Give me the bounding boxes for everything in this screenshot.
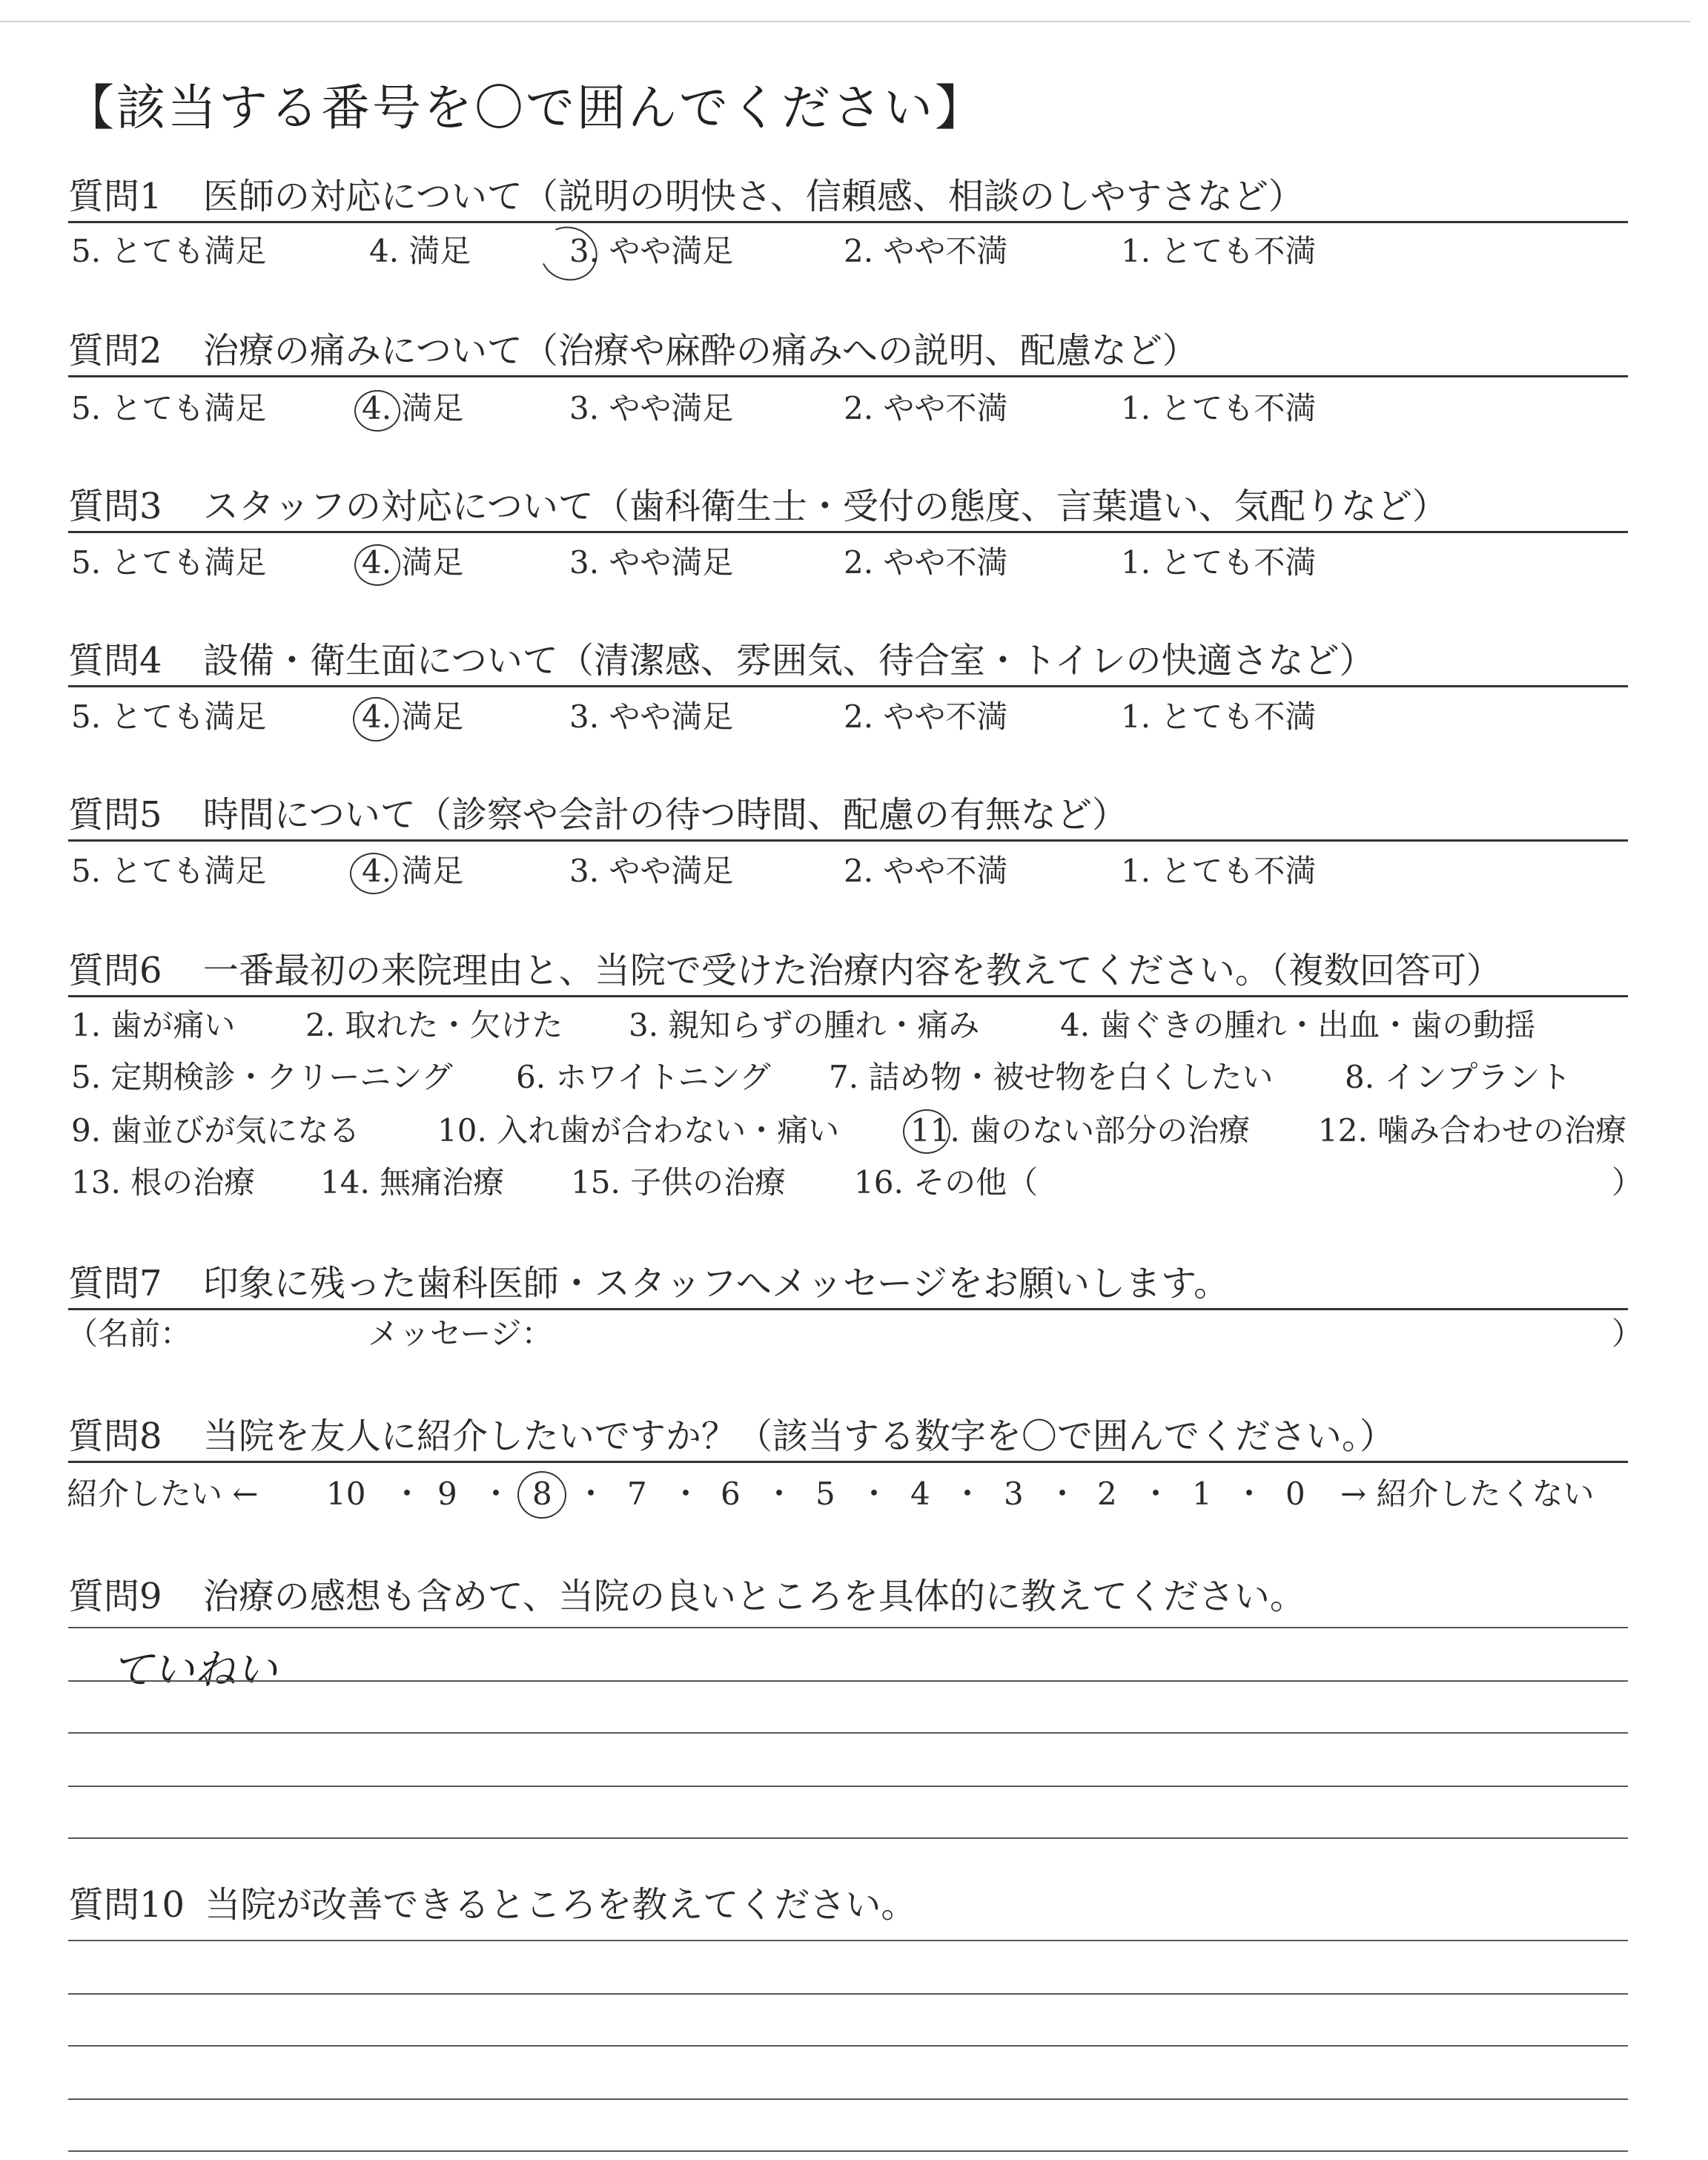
- question-8-text: 当院を友人に紹介したいですか？（該当する数字を〇で囲んでください。）: [202, 1416, 1395, 1457]
- question-2-text: 治療の痛みについて（治療や麻酔の痛みへの説明、配慮など）: [202, 330, 1198, 371]
- q3-option-4[interactable]: 4. 満足: [362, 544, 464, 581]
- q4-option-2[interactable]: 2. やや不満: [844, 698, 1008, 735]
- q2-option-3[interactable]: 3. やや満足: [569, 390, 734, 426]
- question-4-heading: [68, 636, 1628, 687]
- q6-option-6[interactable]: 6. ホワイトニング: [516, 1059, 771, 1095]
- question-10-heading: [68, 1880, 1628, 1929]
- q3-option-5[interactable]: 5. とても満足: [71, 544, 267, 581]
- q8-scale-8[interactable]: 8: [532, 1476, 552, 1512]
- question-7-label: 質問7: [68, 1263, 162, 1304]
- q8-scale-4[interactable]: 4: [910, 1476, 930, 1512]
- q4-option-5[interactable]: 5. とても満足: [71, 698, 267, 735]
- q6-option-16[interactable]: 16. その他（: [854, 1164, 1039, 1200]
- q9-answer-line: [68, 1627, 1628, 1628]
- question-5-heading: [68, 790, 1628, 842]
- q1-option-2[interactable]: 2. やや不満: [844, 233, 1008, 269]
- q3-option-1[interactable]: 1. とても不満: [1121, 544, 1317, 581]
- q3-selection-circle: [354, 544, 400, 586]
- q6-option-10[interactable]: 10. 入れ歯が合わない・痛い: [437, 1112, 840, 1149]
- q6-option-12[interactable]: 12. 噛み合わせの治療: [1318, 1112, 1627, 1149]
- q5-option-2[interactable]: 2. やや不満: [844, 853, 1008, 889]
- question-5-text: 時間について（診察や会計の待つ時間、配慮の有無など）: [202, 794, 1128, 836]
- q6-option-3[interactable]: 3. 親知らずの腫れ・痛み: [629, 1007, 980, 1043]
- question-7-heading: [68, 1259, 1628, 1310]
- q8-scale-7[interactable]: 7: [627, 1476, 647, 1512]
- q4-selection-circle: [353, 697, 399, 742]
- question-1-heading: [68, 172, 1628, 223]
- q6-option-2[interactable]: 2. 取れた・欠けた: [305, 1007, 563, 1043]
- q7-name-label: （名前：: [67, 1315, 192, 1352]
- q5-option-1[interactable]: 1. とても不満: [1121, 853, 1317, 889]
- q9-answer-line: [68, 1837, 1628, 1839]
- q6-selection-circle: [903, 1109, 950, 1154]
- q8-separator: ・: [952, 1476, 984, 1512]
- q6-option-15[interactable]: 15. 子供の治療: [571, 1164, 787, 1200]
- q10-answer-line: [68, 2098, 1628, 2100]
- q8-separator: ・: [764, 1476, 795, 1512]
- question-9-text: 治療の感想も含めて、当院の良いところを具体的に教えてください。: [202, 1576, 1305, 1617]
- question-4-text: 設備・衛生面について（清潔感、雰囲気、待合室・トイレの快適さなど）: [202, 640, 1375, 681]
- q2-selection-circle: [354, 390, 400, 432]
- question-8-label: 質問8: [68, 1416, 162, 1457]
- question-2-label: 質問2: [68, 330, 162, 371]
- q3-option-2[interactable]: 2. やや不満: [844, 544, 1008, 581]
- question-8-heading: [68, 1412, 1628, 1463]
- question-10-label: 質問10: [68, 1884, 185, 1926]
- q2-option-1[interactable]: 1. とても不満: [1121, 390, 1317, 426]
- q8-scale-1[interactable]: 1: [1192, 1476, 1212, 1512]
- q6-option-5[interactable]: 5. 定期検診・クリーニング: [71, 1059, 453, 1095]
- q10-answer-line: [68, 1940, 1628, 1941]
- q5-option-5[interactable]: 5. とても満足: [71, 853, 267, 889]
- q10-answer-line: [68, 2045, 1628, 2047]
- q1-option-5[interactable]: 5. とても満足: [71, 233, 267, 269]
- q8-scale-5[interactable]: 5: [815, 1476, 835, 1512]
- q2-option-5[interactable]: 5. とても満足: [71, 390, 267, 426]
- page-title: 【該当する番号を〇で囲んでください】: [65, 79, 986, 136]
- question-10-text: 当院が改善できるところを教えてください。: [205, 1884, 917, 1926]
- q8-scale-9[interactable]: 9: [437, 1476, 457, 1512]
- q10-answer-line: [68, 2150, 1628, 2152]
- question-6-label: 質問6: [68, 950, 162, 991]
- q9-answer-line: [68, 1732, 1628, 1734]
- q8-separator: ・: [858, 1476, 890, 1512]
- question-9-heading: [68, 1572, 1628, 1621]
- question-7-text: 印象に残った歯科医師・スタッフへメッセージをお願いします。: [202, 1263, 1230, 1304]
- q8-scale-2[interactable]: 2: [1097, 1476, 1117, 1512]
- q4-option-1[interactable]: 1. とても不満: [1121, 698, 1317, 735]
- q8-scale-10[interactable]: 10: [326, 1476, 366, 1512]
- q2-option-2[interactable]: 2. やや不満: [844, 390, 1008, 426]
- q10-answer-line: [68, 1993, 1628, 1995]
- question-4-label: 質問4: [68, 640, 162, 681]
- q8-separator: ・: [1047, 1476, 1079, 1512]
- q8-selection-circle: [517, 1471, 566, 1519]
- q5-option-4[interactable]: 4. 満足: [362, 853, 464, 889]
- question-1-label: 質問1: [68, 176, 162, 217]
- q8-separator: ・: [575, 1476, 607, 1512]
- question-3-text: スタッフの対応について（歯科衛生士・受付の態度、言葉遣い、気配りなど）: [202, 486, 1448, 527]
- q8-left-label: 紹介したい ←: [67, 1476, 259, 1512]
- q5-option-3[interactable]: 3. やや満足: [569, 853, 734, 889]
- q6-option-7[interactable]: 7. 詰め物・被せ物を白くしたい: [829, 1059, 1274, 1095]
- question-3-label: 質問3: [68, 486, 162, 527]
- q8-scale-0[interactable]: 0: [1285, 1476, 1305, 1512]
- q8-separator: ・: [1234, 1476, 1265, 1512]
- q6-option-9[interactable]: 9. 歯並びが気になる: [71, 1112, 360, 1149]
- question-5-label: 質問5: [68, 794, 162, 836]
- q2-option-4[interactable]: 4. 満足: [362, 390, 464, 426]
- q8-scale-6[interactable]: 6: [721, 1476, 741, 1512]
- q1-option-3[interactable]: 3. やや満足: [569, 233, 734, 269]
- question-2-heading: [68, 326, 1628, 377]
- question-1-text: 医師の対応について（説明の明快さ、信頼感、相談のしやすさなど）: [202, 176, 1304, 217]
- q6-option-8[interactable]: 8. インプラント: [1345, 1059, 1572, 1095]
- q1-selection-circle: [532, 219, 605, 288]
- question-3-heading: [68, 482, 1628, 533]
- q6-other-close-paren: ）: [1612, 1164, 1644, 1200]
- q9-handwritten-answer[interactable]: ていねい: [111, 1646, 277, 1694]
- q8-scale-3[interactable]: 3: [1004, 1476, 1024, 1512]
- question-6-heading: [68, 946, 1628, 997]
- q6-option-11[interactable]: 11. 歯のない部分の治療: [910, 1112, 1251, 1149]
- q1-option-1[interactable]: 1. とても不満: [1121, 233, 1317, 269]
- q7-message-label: メッセージ：: [368, 1315, 553, 1352]
- q6-option-13[interactable]: 13. 根の治療: [71, 1164, 256, 1200]
- q4-option-4[interactable]: 4. 満足: [362, 698, 464, 735]
- q8-separator: ・: [391, 1476, 423, 1512]
- top-border-line: [0, 21, 1690, 22]
- q9-answer-line: [68, 1680, 1628, 1682]
- q6-option-14[interactable]: 14. 無痛治療: [320, 1164, 505, 1200]
- q4-option-3[interactable]: 3. やや満足: [569, 698, 734, 735]
- q6-option-4[interactable]: 4. 歯ぐきの腫れ・出血・歯の動揺: [1060, 1007, 1536, 1043]
- q3-option-3[interactable]: 3. やや満足: [569, 544, 734, 581]
- q8-separator: ・: [1140, 1476, 1172, 1512]
- q1-option-4[interactable]: 4. 満足: [369, 233, 471, 269]
- q9-answer-line: [68, 1786, 1628, 1787]
- question-6-text: 一番最初の来院理由と、当院で受けた治療内容を教えてください。（複数回答可）: [202, 950, 1502, 991]
- q8-separator: ・: [670, 1476, 702, 1512]
- q8-separator: ・: [480, 1476, 512, 1512]
- question-9-label: 質問9: [68, 1576, 162, 1617]
- q7-close-paren: ）: [1612, 1315, 1644, 1352]
- q6-option-1[interactable]: 1. 歯が痛い: [71, 1007, 236, 1043]
- q8-right-label: → 紹介したくない: [1340, 1476, 1595, 1512]
- q5-selection-circle: [350, 853, 397, 894]
